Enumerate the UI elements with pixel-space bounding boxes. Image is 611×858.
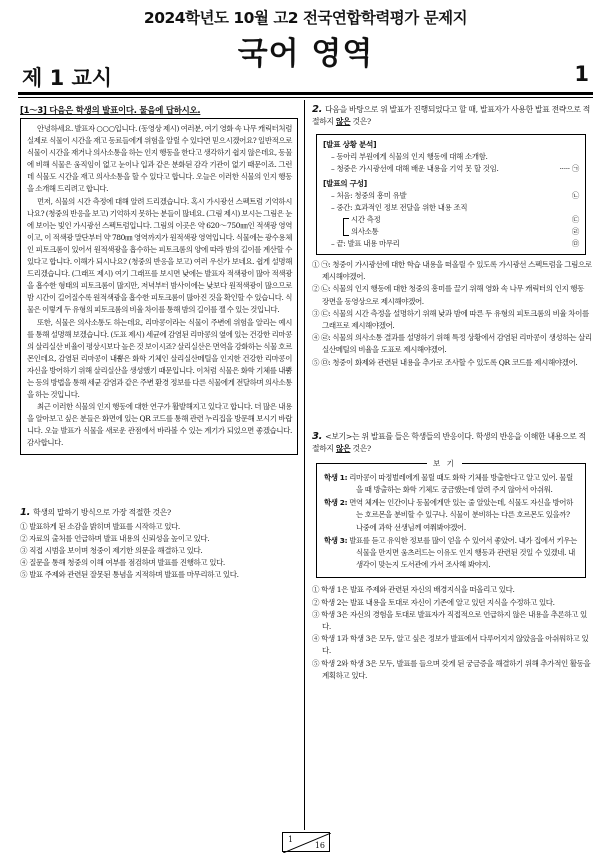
choice-list — [312, 259, 592, 369]
choice-list — [20, 521, 298, 582]
choice-4[interactable]: ④ 질문을 통해 청중의 이해 여부를 점검하며 발표를 진행하고 있다. — [20, 558, 225, 568]
question-stem: 학생의 말하기 방식으로 가장 적절한 것은? — [33, 507, 171, 517]
choice-3[interactable]: ③ 학생 3은 자신의 경험을 토대로 발표자가 직접적으로 언급하지 않은 내용을 추론하고 있다. — [312, 609, 587, 632]
question-stem-end: 것은? — [350, 443, 371, 453]
subject-title: 국어 영역 — [237, 36, 374, 72]
choice-1[interactable]: ① 발표하게 된 소감을 밝히며 발표를 시작하고 있다. — [20, 521, 180, 531]
question-group-heading: [1～3] 다음은 학생의 발표이다. 물음에 답하시오. — [20, 105, 201, 115]
choice-2[interactable]: ② 자료의 출처를 언급하며 발표 내용의 신뢰성을 높이고 있다. — [20, 533, 210, 543]
student-response-1: 학생 1: 리마콩이 따정벌레에게 물릴 때도 화학 기체를 방출한다고 알고 있어. 물릴을 때 방출하는 화학 기체도 궁금했는데 알려 주지 않아서 아쉬워. — [324, 472, 573, 495]
choice-1[interactable]: ① ㉠: 청중이 가시광선에 대한 학습 내용을 떠올릴 수 있도록 가시광선 스펙트럼을 그림으로 제시해야겠어. — [312, 260, 592, 282]
plan-heading-structure: [발표의 구성] — [323, 179, 367, 188]
choice-3[interactable]: ③ ㉢: 식물의 시간 측정을 설명하기 위해 낮과 밤에 따른 두 유형의 피토크롬의 비율 차이를 그래프로 제시해야겠어. — [312, 308, 589, 331]
choice-4[interactable]: ④ 학생 1과 학생 3은 모두, 알고 싶은 정보가 발표에서 다루어지지 않았음을 아쉬워하고 있다. — [312, 634, 589, 656]
total-pages: 16 — [314, 841, 325, 850]
choice-list — [312, 584, 592, 682]
question-number: 1. — [20, 506, 31, 518]
passage-paragraph: 먼저, 식물의 시간 측정에 대해 알려 드리겠습니다. 혹시 가시광선 스펙트럼 기억하시나요? (청중의 반응을 보고) 기억하지 못하는 분들이 많네요. (그림 제시) 보시는 그림은 눈에 보이는 빛인 가시광선 스펙트럼입니다. 그림의 이곳은 약 620～750㎚인 적색광 영역이고, 이 적색광 말단부터 약 780㎚ 영역까지가 원적색광 영역입니다. 식물에는 광수용체인 피토크롬이 있어서 원적색광을 흡수하는 피토크롬의 양에 따라 밤의 길이를 계산할 수 있다고 합니다. 이해가 되시나요? (청중의 반응을 보고) 여러 우신가 보네요. 쉽게 설명해 드리겠습니다. (그래프 제시) 여기 그래프를 보시면 낮에는 발표자 적색광이 많아 적색광을 흡수한 형태의 피토크롬이 많지만, 저녁부터 밤사이에는 낮보다 원적색광이 많으므로 밤 시간이 길어질수록 원적색광을 흡수한 피토크롬이 많아진 것을 확인할 수 있습니다. 식물은 이렇게 두 유형의 피토크롬의 비율 차이를 통해 밤의 길이를 잴 수 있는 것입니다. — [27, 196, 292, 315]
plan-line: 의사소통 ㉣ — [351, 227, 579, 236]
period-label: 제 1 교시 — [22, 66, 113, 90]
choice-3[interactable]: ③ 직접 시범을 보이며 청중이 제기한 의문을 해결하고 있다. — [20, 545, 203, 555]
choice-2[interactable]: ② ㉡: 식물의 인지 행동에 대한 청중의 흥미를 끌기 위해 영화 속 나무 캐릭터의 인지 행동 장면을 동영상으로 제시해야겠어. — [312, 284, 584, 306]
plan-line: – 중간: 효과적인 정보 전달을 위한 내용 조직 — [331, 203, 468, 212]
passage-paragraph: 최근 이러한 식물의 인지 행동에 대한 연구가 활발해지고 있다고 합니다. 더 많은 내용을 알아보고 싶은 분들은 화면에 있는 QR 코드를 통해 관련 누리집을 방문해 보시기 바랍니다. 오늘 발표가 식물을 새로운 관점에서 바라볼 수 있는 계기가 되었으면 좋겠습니다. 감사합니다. — [27, 402, 292, 448]
plan-line: – 처음: 청중의 흥미 유발 ㉡ — [331, 191, 579, 200]
question-3 — [312, 431, 592, 682]
question-1 — [20, 507, 298, 582]
question-2 — [312, 104, 592, 369]
question-stem: 다음을 바탕으로 위 발표가 진행되었다고 할 때, 발표자가 사용한 발표 전략으로 적절하지 — [312, 105, 590, 126]
question-stem-end: 것은? — [350, 117, 371, 126]
bogi-label: 보 기 — [427, 458, 462, 470]
stem-emphasis: 않은 — [335, 443, 351, 453]
page-indicator — [282, 832, 330, 852]
plan-heading-situation: [발표 상황 분석] — [323, 140, 377, 149]
header-rule-thin — [18, 97, 593, 98]
question-number: 2. — [312, 104, 323, 115]
question-stem: <보기>는 위 발표를 들은 학생들의 반응이다. 학생의 반응을 이해한 내용으로 적절하지 — [312, 431, 586, 453]
presentation-plan-box — [316, 134, 586, 255]
stem-emphasis: 않은 — [335, 117, 351, 126]
plan-line: – 끝: 발표 내용 마무리 ㉤ — [331, 239, 579, 248]
right-column — [312, 104, 592, 682]
plan-line: – 청중은 가시광선에 대해 배운 내용을 기억 못 할 것임. ····· ㉠ — [331, 164, 579, 173]
current-page: 1 — [288, 835, 294, 844]
choice-5[interactable]: ⑤ 학생 2와 학생 3은 모두, 발표를 들으며 갖게 된 궁금증을 해결하기 위해 추가적인 활동을 계획하고 있다. — [312, 658, 591, 680]
choice-1[interactable]: ① 학생 1은 발표 주제와 관련된 자신의 배경지식을 떠올리고 있다. — [312, 585, 515, 595]
plan-sub-group — [323, 214, 579, 238]
choice-2[interactable]: ② 학생 2는 발표 내용을 토대로 자신이 기존에 알고 있던 지식을 수정하고 있다. — [312, 597, 555, 607]
passage-paragraph: 안녕하세요. 발표자 ○○○입니다. (동영상 제시) 여러분, 여기 영화 속 나무 캐릭터처럼 실제로 식물이 시간을 재고 동료들에게 위험을 알릴 수 있다면 믿으시겠어요? 일반적으로 식물이 시간을 재거나 의사소통을 하는 인지 행동을 한다고 생각하기 쉽지 않은데요, 동물에 비해 식물은 움직임이 없고 눈이나 입과 같은 분화된 감각 기관이 없기 때문이죠. 그런데 식물도 시간을 재고 의사소통을 할 수 있다고 합니다. 오늘은 이러한 식물의 인지 행동을 소개해 드리려고 합니다. — [27, 124, 292, 194]
plan-line: 시간 측정 ㉢ — [351, 215, 579, 224]
plan-line: – 동아리 부원에게 식물의 인지 행동에 대해 소개함. — [331, 152, 488, 161]
passage-box — [20, 118, 298, 455]
student-response-2: 학생 2: 면역 체계는 인간이나 동물에게만 있는 줄 알았는데, 식물도 자신을 방어하는 호르몬을 분비할 수 있구나. 식물이 분비하는 다른 호르몬도 있을까? 나중에 과학 선생님께 여쭤봐야겠어. — [324, 498, 573, 532]
choice-5[interactable]: ⑤ 발표 주제와 관련된 잘못된 통념을 지적하며 발표를 마무리하고 있다. — [20, 570, 239, 580]
bogi-box — [316, 458, 586, 579]
header-rule-thick — [18, 92, 593, 95]
question-number: 3. — [312, 430, 323, 442]
exam-title: 2024학년도 10월 고2 전국연합학력평가 문제지 — [143, 9, 468, 27]
page-number: 1 — [574, 62, 589, 86]
choice-5[interactable]: ⑤ ㉤: 청중이 화제와 관련된 내용을 추가로 조사할 수 있도록 QR 코드를 제시해야겠어. — [312, 357, 578, 367]
column-divider — [304, 100, 305, 830]
student-response-3: 학생 3: 발표를 듣고 유익한 정보를 많이 얻을 수 있어서 좋았어. 내가 집에서 키우는 식물을 만지면 움츠러드는 이유도 인지 행동과 관련된 것일 수 있겠네. 내 생각이 맞는지 도서관에 가서 조사해 봐야지. — [324, 535, 577, 570]
passage-paragraph: 또한, 식물은 의사소통도 하는데요, 리마콩이라는 식물이 주변에 위험을 알리는 예시를 통해 설명해 보겠습니다. (도표 제시) 세균에 감염된 리마콩의 옆에 있는 건강한 리마콩의 살리실산 비율이 평상시보다 높은 것 보이시죠? 살리실산은 면역을 강화하는 식물 호르몬인데요, 감염된 리마콩이 내뿜은 화학 기체인 살리실산메틸을 인지한 건강한 리마콩이 자신을 방어하기 위해 살리실산을 생성했기 때문입니다. 이처럼 식물은 화학 기체를 내뿜는 등의 방법을 통해 세균 감염과 같은 주변 환경 정보를 다른 식물에게 전달하며 의사소통을 하는 것입니다. — [27, 317, 292, 400]
bracket-mark — [343, 218, 349, 236]
choice-4[interactable]: ④ ㉣: 식물의 의사소통 결과를 설명하기 위해 특정 상황에서 감염된 리마콩이 생성하는 살리실산메틸의 비율을 도표로 제시해야겠어. — [312, 333, 592, 355]
left-column — [20, 104, 298, 582]
